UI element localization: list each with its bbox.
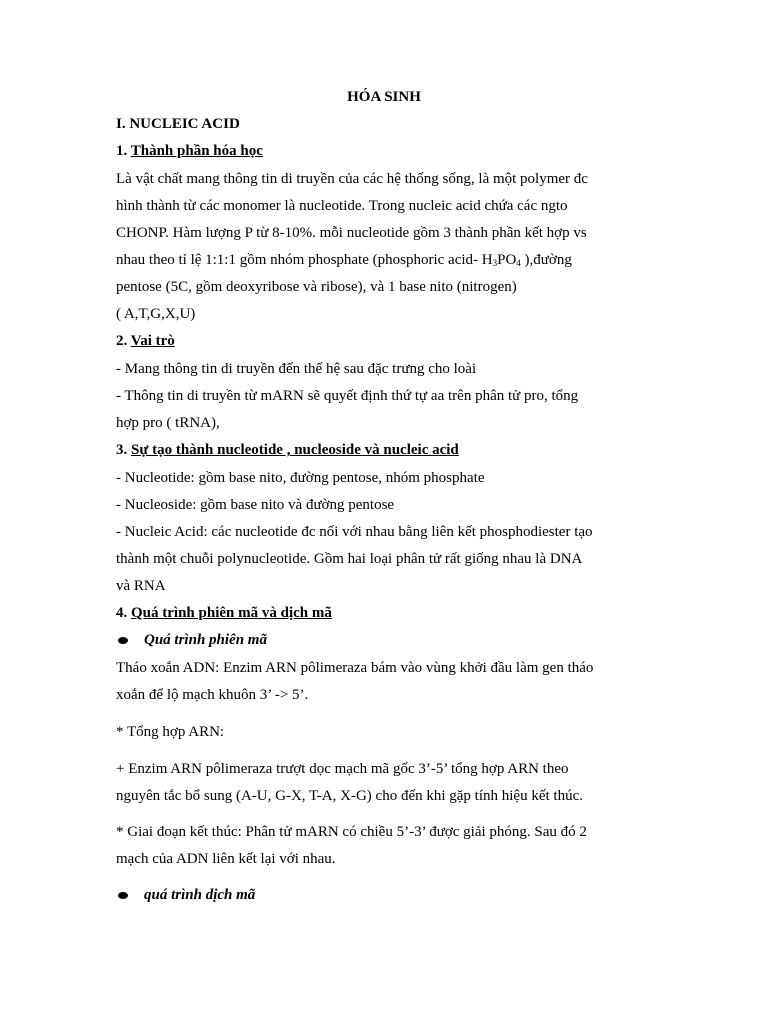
- subheading-4-label: Quá trình phiên mã và dịch mã: [131, 605, 332, 621]
- list-item: - Mang thông tin di truyền đến thế hệ sau đặc trưng cho loài: [116, 361, 477, 377]
- subheading-3-number: 3.: [116, 442, 128, 458]
- paragraph-line: pentose (5C, gồm deoxyribose và ribose), và 1 base nito (nitrogen): [116, 279, 517, 295]
- paragraph-line: xoắn để lộ mạch khuôn 3’ -> 5’.: [116, 687, 309, 703]
- list-item: và RNA: [116, 578, 166, 594]
- subscript: 3: [492, 258, 498, 268]
- list-item: - Thông tin di truyền từ mARN sẽ quyết định thứ tự aa trên phân tử pro, tổng: [116, 388, 579, 404]
- list-item: - Nucleic Acid: các nucleotide đc nối với nhau bằng liên kết phosphodiester tạo: [116, 524, 593, 540]
- subheading-2-number: 2.: [116, 333, 128, 349]
- subheading-2: [116, 334, 175, 349]
- section-heading: I. NUCLEIC ACID: [116, 116, 240, 132]
- paragraph-line: * Tổng hợp ARN:: [116, 724, 225, 740]
- subheading-3: [116, 443, 459, 458]
- list-item: hợp pro ( tRNA),: [116, 415, 220, 431]
- paragraph-line: Là vật chất mang thông tin di truyền của các hệ thống sống, là một polymer đc: [116, 171, 588, 187]
- subscript: 4: [516, 258, 521, 268]
- bullet-dot-icon: [118, 637, 128, 644]
- page-title: HÓA SINH: [347, 89, 421, 105]
- paragraph-line: nguyên tắc bổ sung (A-U, G-X, T-A, X-G) cho đến khi gặp tính hiệu kết thúc.: [116, 788, 583, 804]
- paragraph-line: Tháo xoắn ADN: Enzim ARN pôlimeraza bám vào vùng khởi đầu làm gen tháo: [116, 660, 594, 676]
- list-item: - Nucleoside: gồm base nito và đường pentose: [116, 497, 395, 513]
- subheading-2-label: Vai trò: [130, 333, 175, 349]
- list-item: thành một chuỗi polynucleotide. Gồm hai loại phân tử rất giống nhau là DNA: [116, 551, 583, 567]
- paragraph-line: mạch của ADN liên kết lại với nhau.: [116, 851, 336, 867]
- bullet-dot-icon: [118, 892, 128, 899]
- list-item: - Nucleotide: gồm base nito, đường pentose, nhóm phosphate: [116, 470, 485, 486]
- subheading-1-label: Thành phần hóa học: [130, 143, 263, 159]
- subheading-1: [116, 144, 263, 159]
- paragraph-line: [116, 253, 572, 268]
- text-run: nhau theo tỉ lệ 1:1:1 gồm nhóm phosphate (phosphoric acid- H: [116, 252, 493, 268]
- subheading-3-label: Sự tạo thành nucleotide , nucleoside và nucleic acid: [131, 442, 459, 458]
- text-run: ),đường: [520, 252, 572, 268]
- subheading-4-number: 4.: [116, 605, 128, 621]
- subheading-1-number: 1.: [116, 143, 128, 159]
- text-run: PO: [497, 252, 517, 268]
- paragraph-line: + Enzim ARN pôlimeraza trượt dọc mạch mã gốc 3’-5’ tổng hợp ARN theo: [116, 761, 569, 777]
- subheading-4: [116, 606, 332, 621]
- bullet-heading-2: quá trình dịch mã: [144, 887, 256, 903]
- paragraph-line: hình thành từ các monomer là nucleotide. Trong nucleic acid chứa các ngto: [116, 198, 568, 214]
- bullet-heading-1: Quá trình phiên mã: [144, 632, 267, 648]
- paragraph-line: * Giai đoạn kết thúc: Phân tử mARN có chiều 5’-3’ được giải phóng. Sau đó 2: [116, 824, 587, 840]
- paragraph-line: CHONP. Hàm lượng P từ 8-10%. mỗi nucleotide gồm 3 thành phần kết hợp vs: [116, 225, 587, 241]
- paragraph-line: ( A,T,G,X,U): [116, 306, 196, 322]
